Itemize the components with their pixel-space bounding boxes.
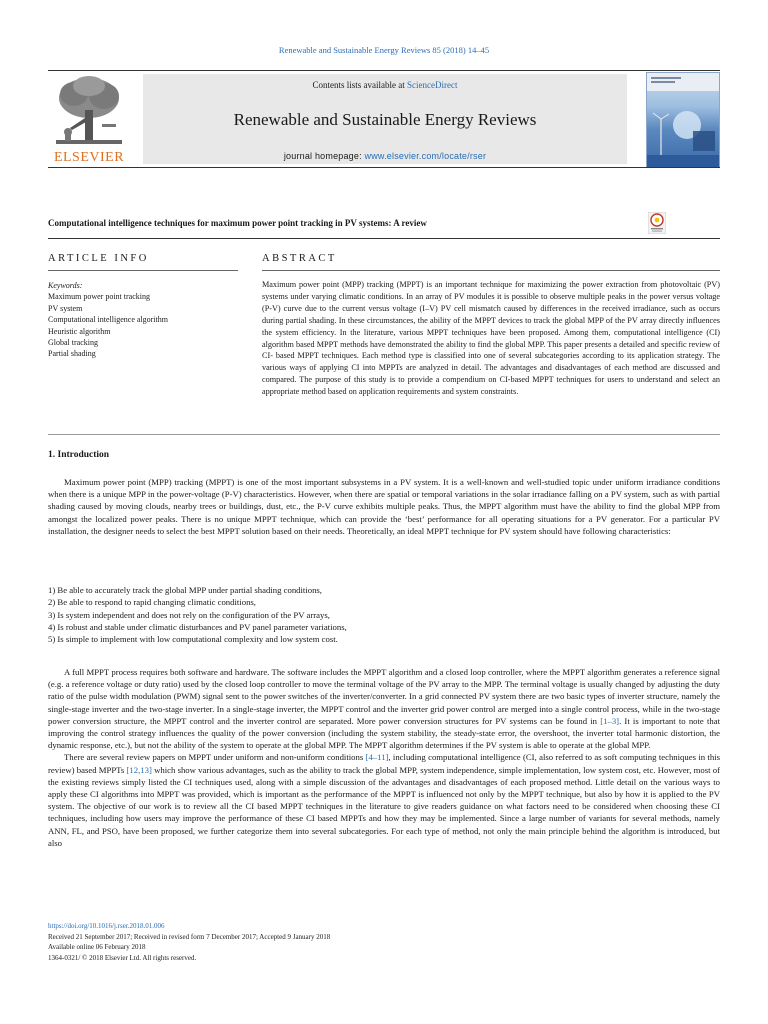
article-title: Computational intelligence techniques for maximum power point tracking in PV systems: A review xyxy=(48,218,427,228)
sciencedirect-link[interactable]: ScienceDirect xyxy=(407,80,458,90)
journal-cover-thumbnail[interactable] xyxy=(646,72,720,168)
abstract-bottom-rule xyxy=(48,434,720,435)
elsevier-wordmark: ELSEVIER xyxy=(53,150,125,165)
keyword-item: Maximum power point tracking xyxy=(48,292,150,302)
reference-link[interactable]: [4–11] xyxy=(365,752,389,763)
homepage-prefix: journal homepage: xyxy=(283,151,365,161)
keyword-item: Computational intelligence algorithm xyxy=(48,315,168,325)
para2-part-b: . It is important to note that improving the control strategy influences the quality of the power conversion (including the system stability, the steady-state error, the overshoot, the inverter total harmonic distortion, the dynamic response, etc.), but not the ability of the system to operate at the global MPP. The MPPT algorithm determines if the PV system is able to operate at the global MPP. xyxy=(48,715,721,751)
keywords-block xyxy=(48,280,238,360)
list-item: 4) Is robust and stable under climatic disturbances and PV panel parameter variations, xyxy=(48,621,347,632)
para2-part-a: A full MPPT process requires both software and hardware. The software includes the MPPT algorithm and a closed loop controller, where the MPPT algorithm generates a reference signal (e.g. a reference voltage or duty ratio) used by the closed loop controller to move the terminal voltage of the PV array to the MPP. The terminal voltage is usually changed by adjusting the duty ratio of the pulse width modulation (PWM) signal sent to the power switches of the inverter/converter. In a grid connected PV system there are two basic types of inverter structure, namely the single-stage inverter and the two-stage inverter. In a single-stage inverter, the MPPT control and the inverter grid power control are merged into a single control process, while in the two-stage power conversion structure, the MPPT control and the inverter control are separated. More power conversion structures for PV systems can be found in xyxy=(48,667,720,726)
article-footer xyxy=(48,921,448,963)
journal-masthead xyxy=(48,70,720,168)
reference-link[interactable]: [1–3] xyxy=(600,715,620,726)
crossmark-icon[interactable] xyxy=(648,212,666,234)
intro-paragraph-2 xyxy=(48,666,720,849)
homepage-link[interactable]: www.elsevier.com/locate/rser xyxy=(364,151,487,161)
masthead-top-rule xyxy=(48,70,720,71)
introduction-heading: 1. Introduction xyxy=(48,450,110,460)
intro-paragraph-1-text: Maximum power point (MPP) tracking (MPPT) is one of the most important subsystems in a PV system. It is a well-known and well-studied topic under uniform irradiance conditions when there is a unique MPP in the power-voltage (P-V) characteristics. However, when there are spatial or temporal variations in the solar irradiance falling on a PV system, such as with partial shading caused by moving clouds, nearby trees or buildings, dust, etc., the P-V curve exhibits multiple peaks. Thus, the MPPT algorithm must have the ability to find the global MPP from amongst the localized power peaks. There is no unique MPPT technique, which can provide the ‘best’ performance for all operating situations for a PV generator. For a particular PV installation, the designer needs to select the best MPPT solution based on their needs. Theoretically, an ideal MPPT technique for PV system should have following characteristics: xyxy=(48,477,720,536)
keyword-item: Partial shading xyxy=(48,349,96,359)
para3-part-c: which show various advantages, such as the ability to track the global MPP, system independence, simple implementation, low system cost, etc. However, most of the existing reviews simply listed the CI techniques used, along with a simple discussion of the advantages and disadvantages of each proposed method. Little detail on the various ways to apply these CI algorithms into MPPT was provided, which is important as the performance of the MPPT is influenced not only by the MPPT technique, but also by how it is applied to the PV system. The objective of our work is to review all the CI based MPPT techniques in the literature to give readers guidance on what factors need to be considered when choosing these CI techniques, including how users may improve the performance of these CI based MPPTs and how they may be implemented. Since a large number of variants for several methods, namely ANN, FL, and PSO, have been proposed, we further categorize them into several subcategories. For each type of method, not only the main principle behind the algorithm is introduced, but also xyxy=(48,764,720,848)
abstract-heading: ABSTRACT xyxy=(262,253,337,264)
list-item: 3) Is system independent and does not rely on the configuration of the PV arrays, xyxy=(48,609,330,620)
keyword-item: Global tracking xyxy=(48,338,98,348)
characteristics-list xyxy=(48,584,720,645)
keywords-label: Keywords: xyxy=(48,281,83,290)
elsevier-logo[interactable] xyxy=(48,74,130,166)
available-online: Available online 06 February 2018 xyxy=(48,943,146,951)
masthead-bottom-rule xyxy=(48,167,720,168)
journal-citation[interactable]: Renewable and Sustainable Energy Reviews 85 (2018) 14–45 xyxy=(278,45,490,55)
journal-name: Renewable and Sustainable Energy Reviews xyxy=(233,110,537,129)
abstract-rule xyxy=(262,270,720,271)
elsevier-tree-logo xyxy=(48,74,130,148)
keyword-item: Heuristic algorithm xyxy=(48,326,111,336)
keyword-item: PV system xyxy=(48,303,83,313)
contents-prefix: Contents lists available at xyxy=(312,80,407,90)
intro-paragraph-3-text xyxy=(48,751,720,849)
journal-homepage-line xyxy=(143,151,627,161)
doi-link[interactable]: https://doi.org/10.1016/j.rser.2018.01.006 xyxy=(48,922,165,930)
reference-link[interactable]: [12,13] xyxy=(126,764,152,775)
contents-available-line xyxy=(143,80,627,90)
para3-part-a: There are several review papers on MPPT under uniform and non-uniform conditions xyxy=(64,752,366,763)
list-item: 5) Is simple to implement with low computational complexity and low system cost. xyxy=(48,634,338,645)
journal-header-band xyxy=(143,74,627,164)
abstract-text: Maximum power point (MPP) tracking (MPPT) is an important technique for maximizing the power extraction from photovoltaic (PV) systems under varying climatic conditions. In an array of PV modules it is possible to observe multiple peaks in the power versus voltage (P-V) curve due to the current versus voltage (I–V) PV cell mismatch caused by differences in the received irradiance, such as occurs during partial shading. In these circumstances, the ability of the MPPT devices to track the global MPP of the PV array directly influences the system efficiency. In the literature, various MPPT techniques have been proposed. Among them, computational intelligence (CI) algorithm based MPPT methods have demonstrated the ability to find the global MPP. This paper presents a detailed and specific review of CI- based MPPT techniques. Each method type is classified into one of several subcategories according to its application strategy. The various ways of applying CI into MPPTs are analyzed in detail. The advantages and disadvantages of each method are discussed and compared. The purpose of this study is to provide a compendium on CI-based MPPT techniques for users to understand and select an appropriate method based on application requirements and system constraints. xyxy=(262,280,720,397)
cover-art-icon xyxy=(647,73,719,167)
received-dates: Received 21 September 2017; Received in revised form 7 December 2017; Accepted 9 January 2018 xyxy=(48,932,331,941)
article-info-heading: ARTICLE INFO xyxy=(48,253,149,264)
list-item: 2) Be able to respond to rapid changing climatic conditions, xyxy=(48,597,256,608)
intro-paragraph-1 xyxy=(48,476,720,537)
copyright-line: 1364-0321/ © 2018 Elsevier Ltd. All rights reserved. xyxy=(48,953,197,962)
para3-part-b: , including computational intelligence (CI, also referred to as soft computing techniques in this review) based MPPTs xyxy=(48,752,720,775)
list-item: 1) Be able to accurately track the global MPP under partial shading conditions, xyxy=(48,585,322,595)
intro-paragraph-2-text xyxy=(48,666,720,751)
title-rule xyxy=(48,238,720,239)
article-info-rule xyxy=(48,270,238,271)
